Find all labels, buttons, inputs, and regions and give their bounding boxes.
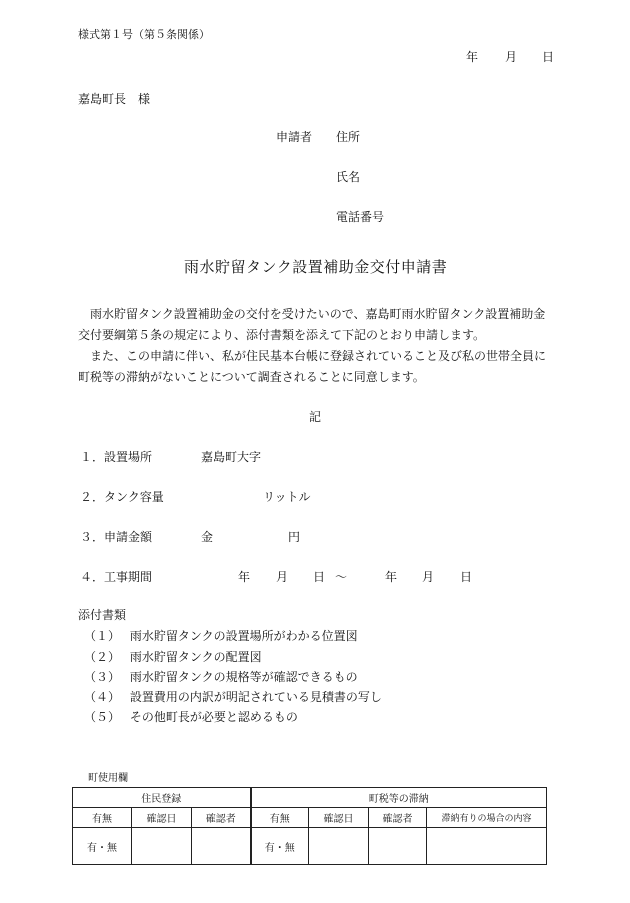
table-cell[interactable] [309,828,369,865]
attachment-number: （５） [84,710,121,724]
attachment-item [84,668,358,685]
date-year: 年 [466,50,479,64]
item-period-day2: 日 [460,570,473,584]
item-period-month1: 月 [276,570,289,584]
attachment-text: 雨水貯留タンクの配置図 [129,650,262,664]
item-amount-label: ３．申請金額 [80,530,153,544]
attachment-item [84,627,358,644]
body-line-2: 交付要綱第５条の規定により、添付書類を添えて下記のとおり申請します。 [78,328,486,342]
attachment-number: （４） [84,690,121,704]
attachment-text: 設置費用の内訳が明記されている見積書の写し [129,690,382,704]
item-location-value: 嘉島町大字 [201,450,262,464]
col-header: 有無 [73,808,132,828]
item-amount-unit: 円 [288,530,301,544]
attachment-text: 雨水貯留タンクの規格等が確認できるもの [129,670,358,684]
attachment-number: （２） [84,650,121,664]
attachment-text: その他町長が必要と認めるもの [129,710,298,724]
attachment-number: （３） [84,670,121,684]
document-title: 雨水貯留タンク設置補助金交付申請書 [184,258,448,276]
item-capacity-label: ２．タンク容量 [80,490,164,504]
table-cell[interactable] [369,828,427,865]
date-month: 月 [505,50,518,64]
body-line-1: 雨水貯留タンク設置補助金の交付を受けたいので、嘉島町雨水貯留タンク設置補助金 [90,307,546,321]
attachment-number: （１） [84,629,121,643]
applicant-label: 申請者 [276,130,313,144]
col-header: 滞納有りの場合の内容 [427,808,547,828]
addressee: 嘉島町長 様 [78,92,151,106]
item-location-label: １．設置場所 [80,450,153,464]
col-header: 確認者 [192,808,251,828]
item-period-month2: 月 [422,570,435,584]
attachment-item [84,648,262,665]
office-use-table [72,787,547,865]
attachment-item [84,688,382,705]
col-header: 有無 [251,808,309,828]
item-period-separator: ～ [335,570,348,584]
attachment-text: 雨水貯留タンクの設置場所がわかる位置図 [129,629,358,643]
attachment-item [84,708,298,725]
date-day: 日 [542,50,555,64]
item-period-year2: 年 [385,570,398,584]
form-number: 様式第１号（第５条関係） [78,28,210,41]
office-use-label: 町使用欄 [88,773,128,784]
item-period-day1: 日 [313,570,326,584]
col-header: 確認日 [132,808,192,828]
ki-heading: 記 [309,410,322,424]
attachments-heading: 添付書類 [78,608,127,622]
body-line-3: また、この申請に伴い、私が住民基本台帳に登録されていること及び私の世帯全員に [90,349,547,363]
item-capacity-unit: リットル [263,490,311,504]
item-amount-prefix: 金 [201,530,214,544]
applicant-name-label: 氏名 [336,170,361,184]
group-tax-arrears: 町税等の滞納 [251,788,547,808]
item-period-year1: 年 [238,570,251,584]
table-cell[interactable] [192,828,251,865]
group-resident-registration: 住民登録 [73,788,251,808]
col-header: 確認者 [369,808,427,828]
table-cell[interactable]: 有・無 [251,828,309,865]
table-cell[interactable] [132,828,192,865]
item-period-label: ４．工事期間 [80,570,153,584]
table-cell[interactable]: 有・無 [73,828,132,865]
table-cell[interactable] [427,828,547,865]
applicant-phone-label: 電話番号 [336,210,385,224]
body-paragraph [78,304,560,388]
applicant-address-label: 住所 [336,130,361,144]
body-line-4: 町税等の滞納がないことについて調査されることに同意します。 [78,370,425,384]
col-header: 確認日 [309,808,369,828]
